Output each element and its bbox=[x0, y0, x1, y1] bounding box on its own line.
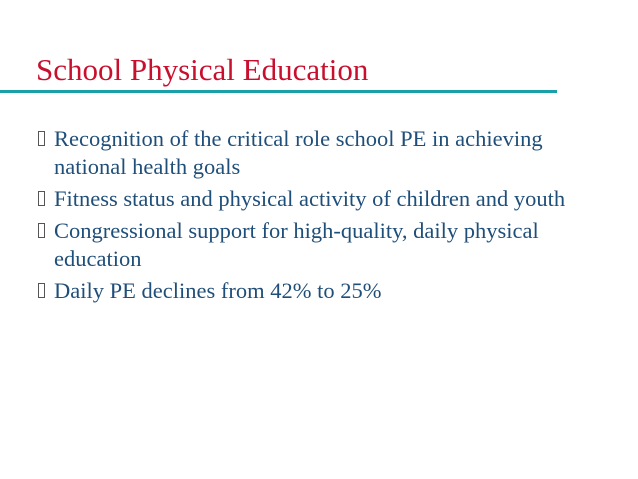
box-bullet-icon bbox=[38, 223, 45, 238]
bullet-list bbox=[38, 125, 598, 309]
bullet-text: Congressional support for high-quality, daily physical education bbox=[54, 218, 539, 271]
box-bullet-icon bbox=[38, 191, 45, 206]
bullet-item bbox=[38, 185, 598, 213]
box-bullet-icon bbox=[38, 283, 45, 298]
bullet-text: Recognition of the critical role school PE in achieving national health goals bbox=[54, 126, 543, 179]
bullet-item bbox=[38, 217, 598, 273]
slide-title: School Physical Education bbox=[36, 52, 369, 87]
box-bullet-icon bbox=[38, 131, 45, 146]
bullet-text: Fitness status and physical activity of children and youth bbox=[54, 186, 566, 211]
title-underline-rule bbox=[0, 90, 557, 93]
bullet-text: Daily PE declines from 42% to 25% bbox=[54, 278, 382, 303]
bullet-item bbox=[38, 125, 598, 181]
bullet-item bbox=[38, 277, 598, 305]
